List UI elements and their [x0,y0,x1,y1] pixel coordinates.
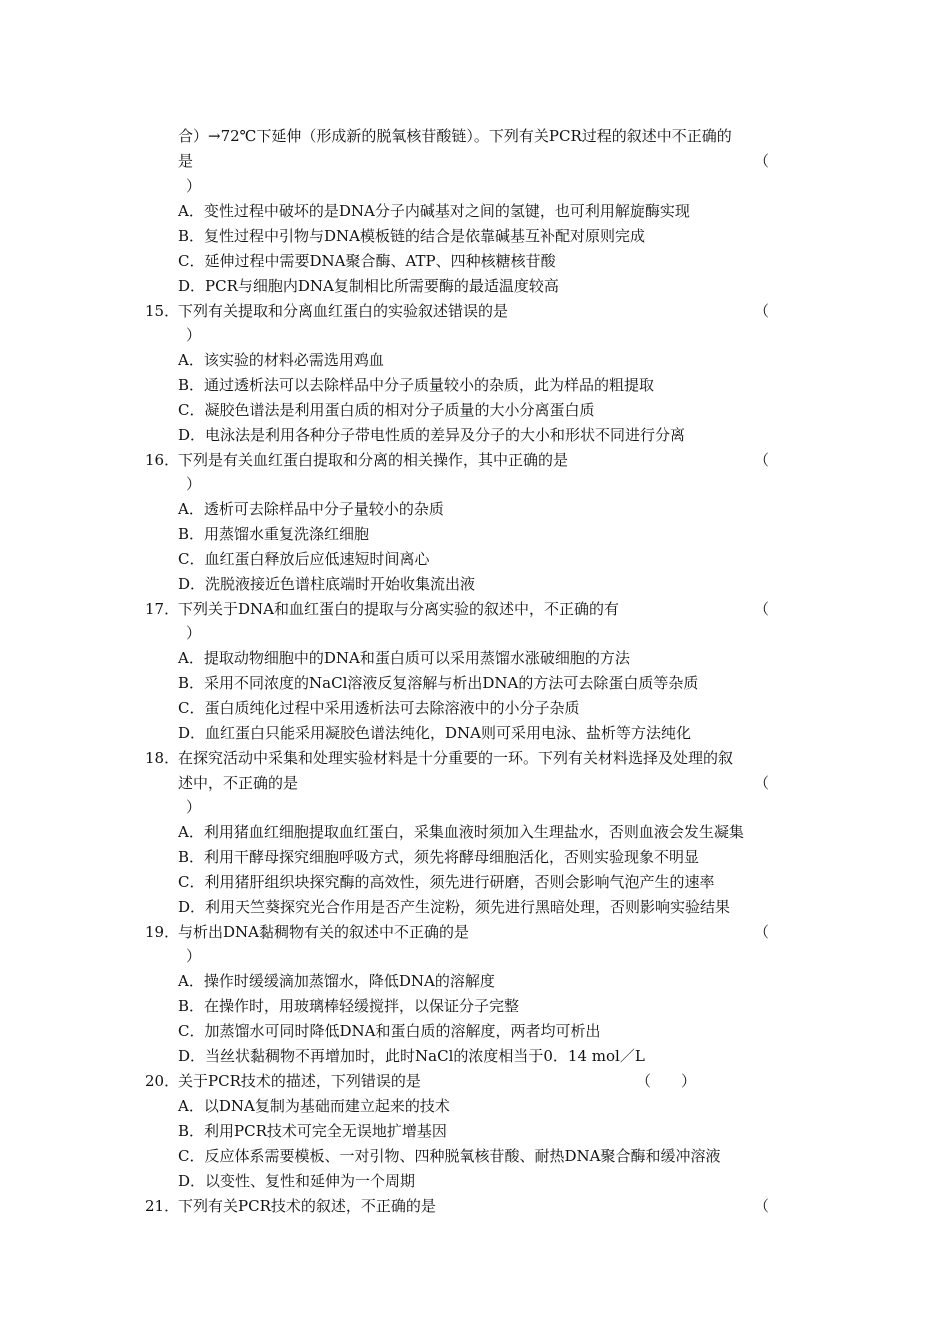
answer-paren-close: ） [186,177,202,195]
question-stem-text: 是 [178,152,194,170]
option-c [0,870,950,894]
answer-paren-close: ） [186,475,202,493]
question-16-stem [0,448,950,472]
question-21-stem [0,1194,950,1218]
answer-paren-close-line [0,621,950,645]
question-15-stem [0,299,950,323]
question-number: 21． [145,1197,180,1215]
option-text: B．复性过程中引物与DNA模板链的结合是依靠碱基互补配对原则完成 [178,227,646,245]
option-text: D．PCR与细胞内DNA复制相比所需要酶的最适温度较高 [178,277,559,295]
option-text: A．该实验的材料必需选用鸡血 [178,351,384,369]
option-c [0,249,950,273]
option-text: D．当丝状黏稠物不再增加时，此时NaCl的浓度相当于0．14 mol／L [178,1047,645,1065]
option-text: C．反应体系需要模板、一对引物、四种脱氧核苷酸、耐热DNA聚合酶和缓冲溶液 [178,1147,721,1165]
question-14-stem-line-1 [0,124,950,148]
option-text: A．提取动物细胞中的DNA和蛋白质可以采用蒸馏水涨破细胞的方法 [178,649,630,667]
option-d [0,1044,950,1068]
question-stem-text: 下列关于DNA和血红蛋白的提取与分离实验的叙述中，不正确的有 [178,600,619,618]
answer-paren-open: （ [754,152,770,170]
question-number: 17． [145,600,180,618]
question-stem-text: 关于PCR技术的描述，下列错误的是 [178,1072,421,1090]
answer-paren-close-line [0,323,950,347]
answer-paren-open: （ [754,1197,770,1215]
question-number: 16． [145,451,180,469]
answer-paren-close-line [0,795,950,819]
question-stem-text: 在探究活动中采集和处理实验材料是十分重要的一环。下列有关材料选择及处理的叙 [178,749,734,767]
option-a [0,348,950,372]
option-text: A．变性过程中破坏的是DNA分子内碱基对之间的氢键，也可利用解旋酶实现 [178,202,690,220]
answer-paren: （ ） [636,1072,697,1090]
option-text: D．利用天竺葵探究光合作用是否产生淀粉，须先进行黑暗处理，否则影响实验结果 [178,898,731,916]
option-a [0,1094,950,1118]
option-c [0,398,950,422]
question-stem-text: 下列是有关血红蛋白提取和分离的相关操作，其中正确的是 [178,451,569,469]
question-stem-text: 下列有关PCR技术的叙述，不正确的是 [178,1197,436,1215]
option-b [0,1119,950,1143]
question-number: 18． [145,749,180,767]
answer-paren-open: （ [754,302,770,320]
option-b [0,224,950,248]
question-18-stem-line-1 [0,746,950,770]
option-d [0,423,950,447]
question-number: 19． [145,923,180,941]
option-a [0,969,950,993]
question-stem-text: 与析出DNA黏稠物有关的叙述中不正确的是 [178,923,469,941]
option-text: C．蛋白质纯化过程中采用透析法可去除溶液中的小分子杂质 [178,699,580,717]
answer-paren-close: ） [186,326,202,344]
option-text: D．以变性、复性和延伸为一个周期 [178,1172,416,1190]
answer-paren-close-line [0,472,950,496]
option-b [0,373,950,397]
option-text: D．电泳法是利用各种分子带电性质的差异及分子的大小和形状不同进行分离 [178,426,686,444]
question-14-stem-line-2 [0,149,950,173]
option-text: B．利用PCR技术可完全无误地扩增基因 [178,1122,447,1140]
option-c [0,1144,950,1168]
option-b [0,845,950,869]
question-number: 15． [145,302,180,320]
answer-paren-open: （ [754,600,770,618]
option-c [0,696,950,720]
option-b [0,994,950,1018]
option-text: C．利用猪肝组织块探究酶的高效性，须先进行研磨，否则会影响气泡产生的速率 [178,873,715,891]
question-18-stem-line-2 [0,771,950,795]
question-20-stem [0,1069,950,1093]
option-text: B．在操作时，用玻璃棒轻缓搅拌，以保证分子完整 [178,997,520,1015]
option-text: C．血红蛋白释放后应低速短时间离心 [178,550,430,568]
option-text: A．操作时缓缓滴加蒸馏水，降低DNA的溶解度 [178,972,495,990]
answer-paren-close: ） [186,798,202,816]
option-d [0,1169,950,1193]
option-text: A．透析可去除样品中分子量较小的杂质 [178,500,444,518]
question-17-stem [0,597,950,621]
option-d [0,721,950,745]
option-b [0,671,950,695]
option-d [0,572,950,596]
option-text: B．利用干酵母探究细胞呼吸方式，须先将酵母细胞活化，否则实验现象不明显 [178,848,700,866]
option-c [0,1019,950,1043]
answer-paren-close-line [0,944,950,968]
option-d [0,895,950,919]
option-d [0,274,950,298]
question-number: 20． [145,1072,180,1090]
question-stem-text: 述中，不正确的是 [178,774,299,792]
answer-paren-close: ） [186,624,202,642]
option-a [0,199,950,223]
question-stem-text: 下列有关提取和分离血红蛋白的实验叙述错误的是 [178,302,509,320]
option-text: C．延伸过程中需要DNA聚合酶、ATP、四种核糖核苷酸 [178,252,556,270]
option-c [0,547,950,571]
answer-paren-close-line [0,174,950,198]
answer-paren-open: （ [754,923,770,941]
question-19-stem [0,920,950,944]
option-b [0,522,950,546]
option-a [0,497,950,521]
option-text: D．血红蛋白只能采用凝胶色谱法纯化，DNA则可采用电泳、盐析等方法纯化 [178,724,692,742]
option-a [0,646,950,670]
option-text: B．通过透析法可以去除样品中分子质量较小的杂质，此为样品的粗提取 [178,376,655,394]
option-text: D．洗脱液接近色谱柱底端时开始收集流出液 [178,575,476,593]
question-stem-text: 合）→72℃下延伸（形成新的脱氧核苷酸链）。下列有关PCR过程的叙述中不正确的 [178,127,732,145]
answer-paren-open: （ [754,774,770,792]
answer-paren-close: ） [186,947,202,965]
option-text: A．利用猪血红细胞提取血红蛋白，采集血液时须加入生理盐水，否则血液会发生凝集 [178,823,744,841]
answer-paren-open: （ [754,451,770,469]
option-text: C．凝胶色谱法是利用蛋白质的相对分子质量的大小分离蛋白质 [178,401,595,419]
option-text: B．用蒸馏水重复洗涤红细胞 [178,525,370,543]
option-text: C．加蒸馏水可同时降低DNA和蛋白质的溶解度，两者均可析出 [178,1022,601,1040]
option-text: A．以DNA复制为基础而建立起来的技术 [178,1097,450,1115]
option-a [0,820,950,844]
option-text: B．采用不同浓度的NaCl溶液反复溶解与析出DNA的方法可去除蛋白质等杂质 [178,674,699,692]
